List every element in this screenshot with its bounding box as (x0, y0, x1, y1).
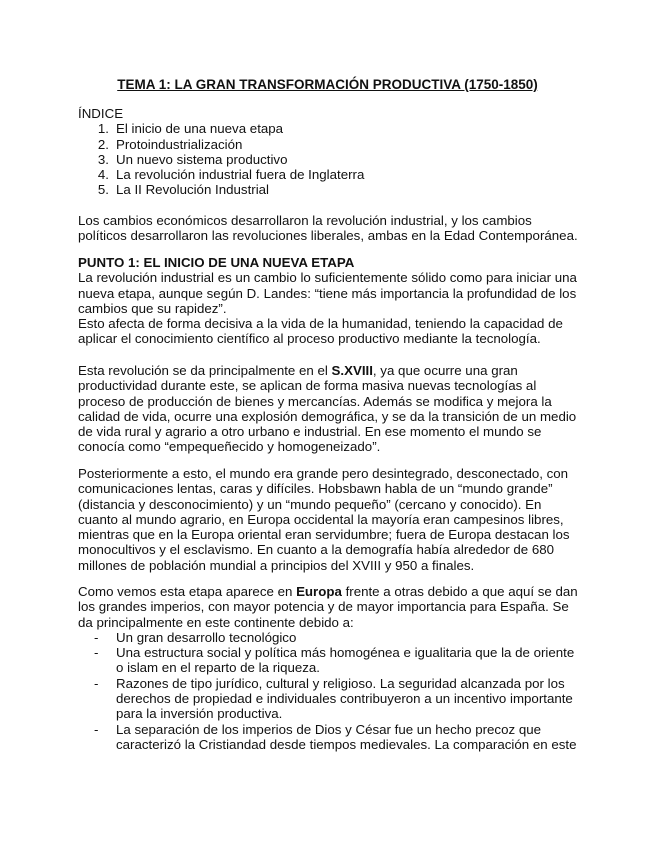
document-title: TEMA 1: LA GRAN TRANSFORMACIÓN PRODUCTIVA (1750-1850) (117, 77, 538, 92)
indice-item (78, 152, 578, 167)
list-item: - Una estructura social y política más homogénea e igualitaria que la de oriente o islam en el reparto de la riqueza. (94, 645, 575, 676)
indice-item (78, 121, 578, 136)
indice-heading: ÍNDICE (78, 106, 124, 121)
paragraph-5: Como vemos esta etapa aparece en Europa frente a otras debido a que aquí se dan los grandes imperios, con mayor potencia y de mayor importancia para España. Se da principalmente en este continente debido a: (78, 584, 578, 630)
intro-paragraph-block (78, 213, 578, 244)
indice-item-text: Protoindustrialización (116, 136, 243, 152)
indice-section (78, 106, 578, 198)
indice-item (78, 167, 578, 182)
paragraph-5-block (78, 584, 578, 752)
section-heading: PUNTO 1: EL INICIO DE UNA NUEVA ETAPA (78, 255, 355, 270)
indice-item-number: 3. (97, 151, 109, 167)
indice-list (78, 121, 578, 197)
paragraph-3: Esta revolución se da principalmente en el S.XVIII, ya que ocurre una gran productividad durante este, se aplican de forma masiva nuevas tecnologías al proceso de producción de bienes y mercancías. Además se modifica y mejora la calidad de vida, ocurre una explosión demográfica, y se da la transición de un medio de vida rural y agrario a otro urbano e industrial. En ese momento el mundo se conocía como “empequeñecido y homogeneizado”. (78, 363, 577, 455)
indice-item-number: 2. (97, 136, 109, 152)
indice-item-text: La revolución industrial fuera de Inglaterra (116, 167, 365, 183)
century-highlight: S.XVIII (331, 363, 373, 378)
punto1-section (78, 255, 578, 347)
paragraph-2: Esto afecta de forma decisiva a la vida de la humanidad, teniendo la capacidad de aplicar el conocimiento científico al proceso productivo mediante la tecnología. (78, 316, 563, 347)
indice-item (78, 182, 578, 197)
indice-item (78, 137, 578, 152)
indice-item-number: 4. (97, 167, 109, 183)
indice-item-text: La II Revolución Industrial (116, 182, 269, 198)
paragraph-3-block (78, 363, 578, 455)
list-item: - La separación de los imperios de Dios y César fue un hecho precoz que caracterizó la Cristiandad desde tiempos medievales. La comparación en este (94, 721, 577, 752)
paragraph-1: La revolución industrial es un cambio lo suficientemente sólido como para iniciar una nueva etapa, aunque según D. Landes: “tiene más importancia la profundidad de los cambios que su rapidez”. (78, 270, 577, 316)
paragraph-4: Posteriormente a esto, el mundo era grande pero desintegrado, desconectado, con comunicaciones lentas, caras y difíciles. Hobsbawn habla de un “mundo grande” (distancia y desconocimiento) y un “mundo pequeño” (cercano y conocido). En cuanto al mundo agrario, en Europa occidental la mayoría eran campesinos libres, mientras que en la Europa oriental eran servidumbre; fuera de Europa destacan los monocultivos y el esclavismo. En cuanto a la demografía había alrededor de 680 millones de población mundial a principios del XVIII y 950 a finales. (78, 466, 570, 573)
indice-item-number: 5. (97, 182, 109, 198)
paragraph-4-block (78, 466, 578, 573)
intro-paragraph: Los cambios económicos desarrollaron la revolución industrial, y los cambios políticos desarrollaron las revoluciones liberales, ambas en la Edad Contemporánea. (78, 213, 578, 244)
list-item: - Un gran desarrollo tecnológico (94, 629, 297, 645)
reasons-list (78, 630, 578, 752)
indice-item-number: 1. (97, 121, 109, 137)
indice-item-text: Un nuevo sistema productivo (116, 151, 288, 167)
continent-highlight: Europa (296, 584, 342, 599)
list-item: - Razones de tipo jurídico, cultural y religioso. La seguridad alcanzada por los derechos de propiedad e individuales contribuyeron a un incentivo importante para la inversión productiva. (94, 675, 573, 722)
indice-item-text: El inicio de una nueva etapa (116, 121, 284, 137)
